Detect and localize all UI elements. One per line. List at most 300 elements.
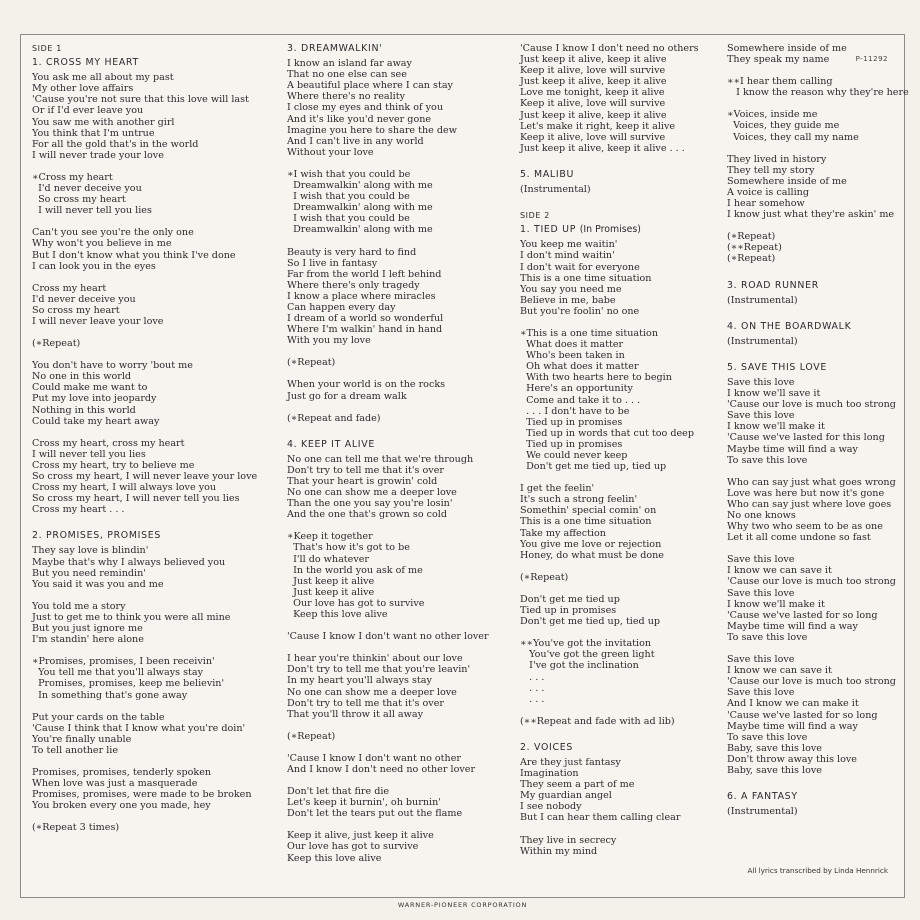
lyric-line: So I live in fantasy [287, 257, 378, 269]
song-title-text: 3. ROAD RUNNER [727, 279, 819, 291]
lyric-line: Let it all come undone so fast [727, 532, 871, 544]
lyric-line: Voices, they call my name [727, 131, 859, 143]
lyric-line: No one can tell me that we're through [287, 453, 474, 465]
lyric-line: Don't get me tied up [520, 593, 620, 605]
lyric-line: ∗I wish that you could be [287, 168, 411, 180]
lyric-line: Take my affection [520, 527, 606, 539]
lyric-line: Save this love [727, 687, 795, 699]
lyric-line: So cross my heart, I will never leave your love [32, 471, 258, 482]
lyric-line: . . . I don't have to be [520, 405, 630, 417]
lyric-line: Where I'm walkin' hand in hand [287, 324, 443, 336]
catalog-number: P-11292 [855, 55, 888, 63]
lyric-line: 'Cause we've lasted for so long [727, 709, 878, 721]
lyric-line: Let's keep it burnin', oh burnin' [287, 797, 441, 809]
lyric-line: I see nobody [520, 801, 582, 813]
lyric-line: (∗Repeat) [727, 231, 776, 243]
lyric-line: This is a one time situation [520, 516, 652, 528]
song-block [727, 321, 903, 347]
lyric-line: And the one that's grown so cold [287, 509, 448, 521]
stanza [727, 654, 903, 776]
lyric-line: Far from the world I left behind [287, 268, 442, 280]
lyric-line: No one can show me a deeper love [287, 686, 457, 698]
lyric-line: I know we'll make it [727, 598, 825, 610]
stanza [520, 835, 725, 857]
lyrics-column-2 [287, 43, 517, 879]
stanza [727, 109, 903, 142]
lyric-line: Nothing in this world [32, 404, 136, 416]
lyric-line: In something that's gone away [32, 689, 188, 701]
lyric-line: This is a one time situation [520, 272, 652, 284]
publisher-name: WARNER-PIONEER CORPORATION [392, 901, 533, 909]
lyrics-column-4 [727, 43, 909, 832]
lyric-line: They say love is blindin' [32, 545, 149, 557]
lyric-line: You don't have to worry 'bout me [32, 360, 193, 372]
song-title-text: 3. DREAMWALKIN' [287, 43, 383, 54]
lyric-line: In my heart you'll always stay [287, 675, 432, 687]
lyric-line: No one can show me a deeper love [287, 487, 457, 499]
stanza [32, 822, 272, 833]
lyric-line: I don't wait for everyone [520, 261, 640, 273]
lyric-line: Tied up in promises [520, 416, 623, 428]
lyric-line: Where there's no reality [287, 91, 406, 103]
lyric-line: But I can hear them calling clear [520, 812, 681, 824]
lyric-line: Save this love [727, 376, 795, 388]
lyric-line: Oh what does it matter [520, 361, 639, 373]
lyric-line: I will never trade your love [32, 149, 164, 161]
song-title [727, 791, 903, 802]
lyric-line: Keep it alive, just keep it alive [287, 830, 434, 842]
stanza [32, 712, 272, 756]
lyric-line: Just go for a dream walk [287, 390, 407, 402]
lyric-line: Don't try to tell me that it's over [287, 464, 444, 476]
stanza [287, 830, 517, 863]
lyric-line: Voices, they guide me [727, 120, 840, 132]
lyric-line: Love was here but now it's gone [727, 487, 885, 499]
stanza [727, 154, 903, 221]
lyric-line: I'd never deceive you [32, 183, 142, 195]
lyric-line: But you need remindin' [32, 567, 146, 579]
lyrics-column-1 [32, 43, 272, 848]
stanza [287, 786, 517, 819]
lyric-line: For all the gold that's in the world [32, 138, 199, 150]
lyric-sheet [20, 34, 909, 909]
lyric-line: So cross my heart [32, 304, 120, 316]
lyric-line: That your heart is growin' cold [287, 476, 438, 487]
song-title-text: 6. A FANTASY [727, 791, 798, 803]
lyric-line: We could never keep [520, 450, 628, 461]
lyric-line: I know we can save it [727, 565, 832, 577]
lyric-line: 'Cause our love is much too strong [727, 399, 896, 411]
lyric-line: I wish that you could be [287, 213, 410, 225]
song-title-text: 1. CROSS MY HEART [32, 57, 139, 69]
publisher-footer [21, 901, 904, 909]
stanza [727, 43, 903, 65]
lyric-line: Tied up in words that cut too deep [520, 427, 694, 439]
lyric-line: Honey, do what must be done [520, 549, 664, 561]
lyric-line: You give me love or rejection [520, 538, 662, 550]
lyric-line: You told me a story [32, 600, 126, 612]
lyric-line: But you just ignore me [32, 623, 143, 635]
song-title [727, 280, 903, 291]
lyric-line: . . . [520, 671, 545, 683]
lyric-line: I know just what they're askin' me [727, 209, 895, 221]
lyric-line: ∗Voices, inside me [727, 109, 818, 121]
lyric-line: Somewhere inside of me [727, 43, 847, 54]
lyric-line: Why two who seem to be as one [727, 521, 883, 533]
lyric-line: Baby, save this love [727, 764, 822, 776]
song-title [520, 169, 725, 180]
lyric-line: When your world is on the rocks [287, 379, 446, 391]
lyric-line: 'Cause our love is much too strong [727, 576, 896, 588]
stanza [287, 379, 517, 401]
lyric-line: I will never tell you lies [32, 448, 146, 460]
lyric-line: Somethin' special comin' on [520, 505, 657, 517]
lyric-line: (∗Repeat) [520, 571, 569, 583]
song-title [727, 321, 903, 332]
lyric-line: Save this love [727, 554, 795, 566]
lyric-line: I hear you're thinkin' about our love [287, 653, 463, 665]
lyric-line: (∗∗Repeat) [727, 242, 782, 254]
lyric-line: Keep it alive, love will survive [520, 131, 666, 143]
stanza [520, 483, 725, 561]
lyric-line: To save this love [727, 631, 808, 643]
lyric-line: Just keep it alive [287, 586, 375, 598]
lyric-line: I know we'll make it [727, 421, 825, 433]
lyric-line: Promises, promises, tenderly spoken [32, 766, 212, 778]
lyric-line: You said it was you and me [32, 578, 164, 590]
lyric-line: To save this love [727, 454, 808, 466]
lyric-line: With two hearts here to begin [520, 372, 672, 384]
lyric-line: I'll do whatever [287, 553, 370, 565]
lyric-line: They seem a part of me [520, 779, 635, 791]
lyric-line: Can't you see you're the only one [32, 227, 194, 239]
song-title-text: 1. TIED UP [520, 224, 577, 236]
lyric-line: My other love affairs [32, 83, 134, 95]
lyric-line: (∗Repeat) [727, 253, 776, 265]
lyric-line: Who can say just what goes wrong [727, 476, 896, 488]
lyric-line: No one in this world [32, 371, 132, 383]
stanza [32, 227, 272, 271]
lyric-line: It's such a strong feelin' [520, 494, 638, 506]
lyric-line: I wish that you could be [287, 191, 410, 203]
lyric-line: You broken every one you made, hey [32, 800, 211, 812]
lyric-line: To tell another lie [32, 744, 119, 756]
stanza [32, 72, 272, 161]
stanza [727, 231, 903, 264]
stanza [727, 377, 903, 466]
song-title [32, 57, 272, 68]
stanza [287, 247, 517, 347]
lyric-line: Don't get me tied up, tied up [520, 461, 667, 473]
stanza [287, 413, 517, 424]
stanza [287, 753, 517, 775]
stanza [520, 328, 725, 472]
stanza [520, 638, 725, 705]
stanza [32, 656, 272, 700]
lyric-line: Our love has got to survive [287, 841, 419, 853]
stanza [727, 295, 903, 306]
stanza [727, 554, 903, 643]
lyric-line: Baby, save this love [727, 742, 822, 754]
lyric-line: No one knows [727, 510, 796, 521]
lyric-line: And I know we can make it [727, 698, 859, 710]
lyric-line: Just keep it alive, keep it alive [520, 109, 667, 121]
lyric-line: Or if I'd ever leave you [32, 105, 144, 117]
song-title-text: 2. VOICES [520, 741, 574, 753]
lyric-line: I dream of a world so wonderful [287, 313, 444, 325]
lyric-line: 'Cause you're not sure that this love will last [32, 94, 249, 106]
lyric-line: You're finally unable [32, 733, 132, 745]
stanza [520, 43, 725, 154]
stanza [32, 283, 272, 327]
lyric-line: Just keep it alive, keep it alive . . . [520, 142, 685, 154]
lyric-line: Maybe time will find a way [727, 720, 858, 732]
lyric-line: 'Cause I know I don't need no others [520, 43, 699, 54]
lyric-line: 'Cause we've lasted for so long [727, 609, 878, 621]
lyric-line: Cross my heart, cross my heart [32, 437, 185, 449]
stanza [520, 757, 725, 824]
lyric-line: What does it matter [520, 339, 624, 351]
lyric-line: Just keep it alive, keep it alive [520, 54, 667, 66]
side-label: SIDE 2 [520, 211, 550, 221]
lyric-line: Imagination [520, 768, 579, 780]
song-title [520, 742, 725, 753]
lyric-line: I will never tell you lies [32, 205, 152, 217]
lyric-line: I close my eyes and think of you [287, 102, 444, 114]
lyric-line: ∗∗I hear them calling [727, 76, 833, 88]
lyric-line: Keep this love alive [287, 852, 382, 864]
lyric-line: Our love has got to survive [287, 597, 425, 609]
stanza [32, 438, 272, 516]
lyric-line: Dreamwalkin' along with me [287, 202, 433, 214]
song-block [520, 169, 725, 195]
song-title-text: 4. KEEP IT ALIVE [287, 438, 375, 450]
lyric-line: They live in secrecy [520, 834, 617, 846]
lyric-line: They tell my story [727, 164, 815, 176]
lyric-line: Promises, promises, keep me believin' [32, 678, 225, 690]
lyric-line: Where there's only tragedy [287, 279, 420, 291]
lyric-line: (Instrumental) [727, 335, 798, 347]
lyric-line: (Instrumental) [520, 184, 591, 196]
lyric-line: Love me tonight, keep it alive [520, 87, 665, 99]
lyric-line: I can look you in the eyes [32, 260, 156, 272]
lyric-line: That you'll throw it all away [287, 708, 424, 720]
song-title [727, 362, 903, 373]
side-label: SIDE 1 [32, 44, 62, 53]
lyric-line: Without your love [287, 146, 374, 158]
lyric-line: And I know I don't need no other lover [287, 763, 476, 775]
lyric-line: Imagine you here to share the dew [287, 124, 457, 136]
song-title [520, 224, 725, 235]
lyric-line: Don't throw away this love [727, 753, 857, 765]
lyric-line: ∗This is a one time situation [520, 327, 659, 339]
stanza [520, 594, 725, 627]
lyric-line: (∗Repeat) [287, 730, 336, 742]
stanza [520, 716, 725, 727]
stanza [287, 731, 517, 742]
lyric-line: Save this love [727, 587, 795, 599]
stanza [32, 767, 272, 811]
lyric-line: You tell me that you'll always stay [32, 667, 204, 679]
lyric-line: I've got the inclination [520, 660, 639, 672]
song-title [32, 530, 272, 541]
song-block [287, 43, 517, 424]
lyric-line: ∗Cross my heart [32, 171, 113, 183]
lyric-line: To save this love [727, 731, 808, 743]
lyric-line: Just keep it alive, keep it alive [520, 76, 667, 88]
lyric-line: Beauty is very hard to find [287, 246, 417, 258]
lyric-line: Who's been taken in [520, 350, 625, 362]
lyric-line: I'd never deceive you [32, 293, 136, 305]
lyric-line: I get the feelin' [520, 483, 595, 495]
lyric-line: That's how it's got to be [287, 542, 410, 554]
lyric-line: (∗Repeat and fade) [287, 412, 381, 424]
song-block [287, 439, 517, 864]
lyric-line: Keep this love alive [287, 609, 388, 621]
stanza [287, 653, 517, 720]
lyrics-column-3 [520, 43, 725, 872]
lyric-line: That no one else can see [287, 69, 407, 81]
song-title-text: 2. PROMISES, PROMISES [32, 530, 162, 542]
lyric-line: Somewhere inside of me [727, 175, 847, 187]
stanza [287, 357, 517, 368]
lyric-line: ∗∗You've got the invitation [520, 638, 652, 650]
song-title-text: 5. MALIBU [520, 168, 575, 180]
lyric-line: You ask me all about my past [32, 72, 174, 84]
lyric-line: Why won't you believe in me [32, 238, 172, 250]
lyric-line: I know an island far away [287, 58, 412, 70]
song-block [727, 362, 903, 776]
stanza [287, 169, 517, 236]
lyric-line: They speak my name [727, 54, 830, 66]
song-subtitle: (In Promises) [579, 224, 641, 236]
song-block [727, 280, 903, 306]
lyric-line: Than the one you say you're losin' [287, 498, 453, 510]
lyric-line: You keep me waitin' [520, 239, 618, 251]
lyric-line: In the world you ask of me [287, 564, 423, 576]
lyric-line: Cross my heart, try to believe me [32, 459, 195, 471]
lyric-line: Could make me want to [32, 382, 148, 394]
stanza [287, 454, 517, 521]
lyric-line: Cross my heart . . . [32, 504, 125, 516]
song-block [520, 224, 725, 727]
lyric-line: And I can't live in any world [287, 135, 424, 147]
stanza [520, 184, 725, 195]
lyric-line: So cross my heart, I will never tell you lies [32, 493, 240, 505]
lyric-line: Can happen every day [287, 301, 396, 313]
lyric-line: So cross my heart [32, 194, 126, 206]
lyric-line: Save this love [727, 654, 795, 666]
lyric-line: Maybe time will find a way [727, 620, 858, 632]
song-title [287, 439, 517, 450]
lyric-line: When love was just a masquerade [32, 778, 198, 790]
lyric-line: Here's an opportunity [520, 383, 633, 395]
song-block [32, 530, 272, 833]
lyric-line: But I don't know what you think I've done [32, 249, 236, 261]
lyric-line: . . . [520, 693, 545, 705]
lyric-line: And it's like you'd never gone [287, 113, 432, 125]
lyric-line: 'Cause we've lasted for this long [727, 432, 885, 444]
stanza [287, 58, 517, 158]
song-title-text: 4. ON THE BOARDWALK [727, 320, 852, 332]
lyric-line: A beautiful place where I can stay [287, 80, 453, 92]
lyric-line: 'Cause our love is much too strong [727, 676, 896, 688]
lyric-line: Keep it alive, love will survive [520, 65, 666, 77]
lyric-line: ∗Promises, promises, I been receivin' [32, 656, 215, 668]
lyric-line: Believe in me, babe [520, 294, 616, 306]
song-title [287, 43, 517, 54]
lyric-line: Could take my heart away [32, 415, 160, 427]
lyric-line: Save this love [727, 410, 795, 422]
lyric-line: I know the reason why they're here [727, 87, 909, 99]
lyric-line: Let's make it right, keep it alive [520, 120, 676, 132]
stanza [32, 338, 272, 349]
lyric-line: I don't mind waitin' [520, 250, 615, 262]
stanza [32, 545, 272, 589]
song-block [520, 43, 725, 154]
lyric-line: Keep it alive, love will survive [520, 98, 666, 110]
lyric-line: Promises, promises, were made to be broken [32, 789, 252, 801]
lyric-line: Within my mind [520, 845, 598, 857]
stanza [520, 239, 725, 317]
lyric-line: I hear somehow [727, 198, 805, 210]
stanza [727, 336, 903, 347]
lyric-line: I know a place where miracles [287, 290, 436, 302]
lyric-line: Just keep it alive [287, 575, 375, 587]
lyric-line: Cross my heart [32, 282, 107, 294]
lyric-line: Put my love into jeopardy [32, 393, 157, 405]
lyric-line: (Instrumental) [727, 294, 798, 306]
stanza [520, 572, 725, 583]
lyric-line: I know we'll save it [727, 388, 821, 400]
lyric-line: Don't get me tied up, tied up [520, 616, 661, 628]
song-block [727, 791, 903, 817]
lyric-line: Cross my heart, I will always love you [32, 482, 217, 494]
lyric-line: Are they just fantasy [520, 756, 621, 768]
stanza [32, 172, 272, 216]
stanza [287, 631, 517, 642]
stanza [727, 76, 909, 99]
lyric-line: With you my love [287, 335, 371, 347]
song-title-text: 5. SAVE THIS LOVE [727, 361, 827, 373]
lyric-line: A voice is calling [727, 186, 810, 198]
lyric-line: Tied up in promises [520, 438, 623, 450]
stanza [727, 806, 903, 817]
lyric-line: 'Cause I know I don't want no other [287, 752, 461, 764]
song-block [32, 57, 272, 515]
lyric-line: Don't let that fire die [287, 786, 390, 798]
lyric-line: Who can say just where love goes [727, 498, 892, 510]
lyric-line: They lived in history [727, 153, 827, 165]
lyric-line: You've got the green light [520, 649, 655, 661]
lyric-line: . . . [520, 682, 545, 694]
lyric-line: (Instrumental) [727, 806, 798, 818]
lyric-line: You think that I'm untrue [32, 127, 155, 139]
lyric-line: 'Cause I think that I know what you're doin' [32, 722, 246, 734]
lyric-line: Dreamwalkin' along with me [287, 180, 433, 192]
lyric-line: Maybe time will find a way [727, 443, 858, 455]
transcription-credit: All lyrics transcribed by Linda Hennrick [747, 866, 888, 875]
stanza [32, 601, 272, 645]
lyric-line: Tied up in promises [520, 605, 617, 617]
stanza [32, 360, 272, 427]
lyric-line: But you're foolin' no one [520, 305, 640, 317]
lyric-line: Don't try to tell me that you're leavin' [287, 664, 471, 676]
lyric-line: I know we can save it [727, 665, 832, 677]
lyric-line: Put your cards on the table [32, 711, 165, 723]
lyric-line: 'Cause I know I don't want no other lover [287, 631, 489, 643]
lyric-line: Dreamwalkin' along with me [287, 224, 433, 236]
